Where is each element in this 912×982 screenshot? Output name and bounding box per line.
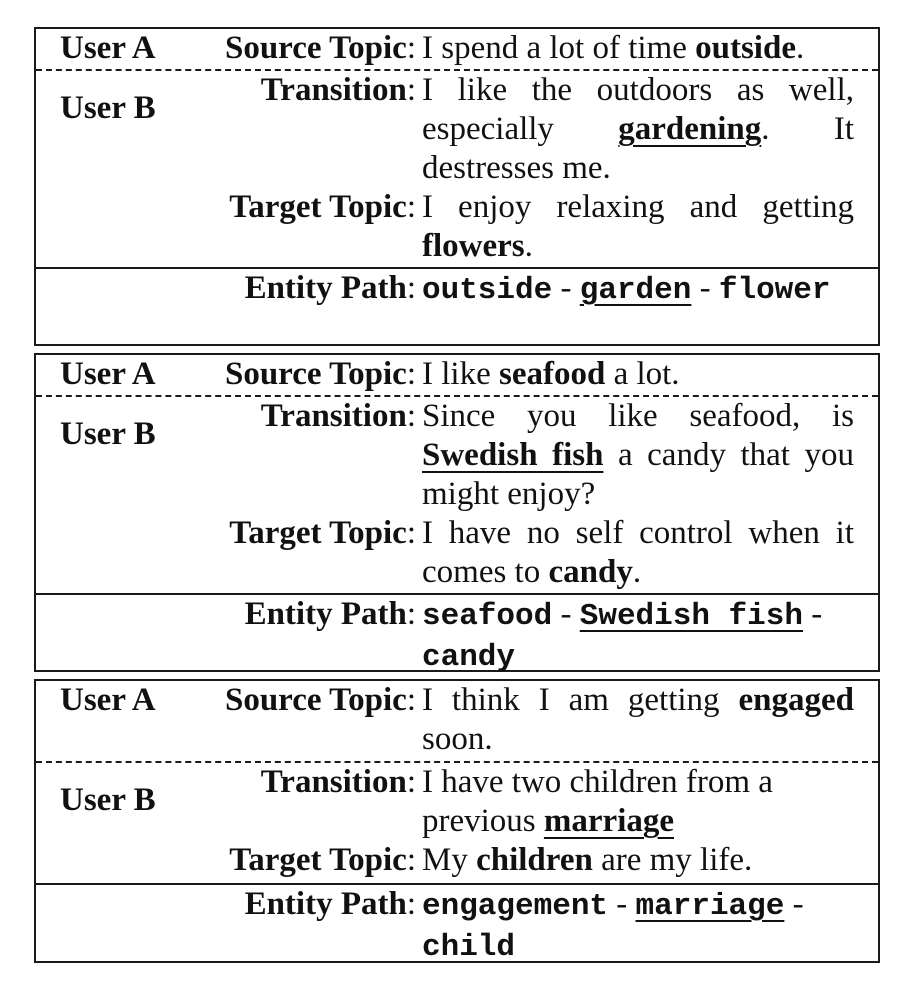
transition-keyword: gardening [618,111,762,147]
user-a-row: User A Source Topic: I like seafood a lot. [36,355,878,395]
path-entity-target: candy [422,640,516,675]
source-topic-text: I like seafood a lot. [422,356,680,392]
user-b-label: User B [60,782,156,818]
entity-path-label: Entity Path [244,886,407,922]
transition-keyword: Swedish fish [422,437,604,473]
transition-text: I like the outdoors as well, especially gardening. It destresses me. [422,72,854,186]
user-a-label: User A [60,356,156,392]
transition-label: Transition [260,72,407,108]
target-keyword: candy [548,554,633,590]
transition-label: Transition [260,764,407,800]
example-block-1 [34,27,880,346]
entity-path-label: Entity Path [244,596,407,632]
path-entity-target: flower [718,273,831,308]
target-topic-label: Target Topic [229,189,407,225]
example-block-2 [34,353,880,675]
entity-path-row: Entity Path: seafood - Swedish fish - candy [36,593,878,677]
entity-path-row: Entity Path: outside - garden - flower [36,267,878,310]
user-b-row: User B Transition: I have two children from a previous marriage Target Topic: My children are my life. [36,761,878,883]
entity-path-text: engagement - marriage - child [422,886,804,965]
target-topic-label: Target Topic [229,842,407,878]
path-entity-target: child [422,930,516,965]
target-keyword: children [476,842,593,878]
source-topic-text: I think I am getting engaged soon. [422,682,854,757]
user-b-row: User B Transition: I like the outdoors as well, especially gardening. It destresses me. Target Topic: I enjoy relaxing and getting flowers. [36,69,878,267]
entity-path-row: Entity Path: engagement - marriage - child [36,883,878,967]
path-entity-source: outside [422,273,553,308]
user-a-row: User A Source Topic: I think I am getting engaged soon. [60,682,854,757]
entity-path-text: outside - garden - flower [422,270,831,308]
transition-text: I have two children from a previous marriage [422,764,773,839]
path-entity-transition: Swedish fish [579,599,803,634]
target-keyword: flowers [422,228,525,264]
example-block-3 [34,679,880,963]
transition-keyword: marriage [543,803,675,839]
source-keyword: seafood [498,356,606,392]
source-topic-label: Source Topic [224,682,407,718]
user-b-label: User B [60,90,156,126]
target-topic-label: Target Topic [229,515,407,551]
source-keyword: outside [695,30,796,66]
source-topic-label: Source Topic [224,356,407,392]
user-a-row: User A Source Topic: I spend a lot of time outside. [36,29,878,69]
entity-path-text: seafood - Swedish fish - candy [422,596,823,675]
transition-text: Since you like seafood, is Swedish fish a candy that you might enjoy? [422,398,854,512]
source-topic-label: Source Topic [224,30,407,66]
user-b-row: User B Transition: Since you like seafood, is Swedish fish a candy that you might enjoy? Target Topic: I have no self control when it comes to candy. [36,395,878,593]
path-entity-transition: marriage [635,889,785,924]
user-a-label: User A [60,30,156,66]
user-b-label: User B [60,416,156,452]
source-topic-text: I spend a lot of time outside. [422,30,805,66]
path-entity-source: seafood [422,599,553,634]
target-topic-text: My children are my life. [422,842,753,878]
transition-label: Transition [260,398,407,434]
source-keyword: engaged [738,682,854,718]
user-a-label: User A [60,682,156,718]
entity-path-label: Entity Path [244,270,407,306]
target-topic-text: I have no self control when it comes to candy. [422,515,854,590]
path-entity-transition: garden [579,273,692,308]
target-topic-text: I enjoy relaxing and getting flowers. [422,189,854,264]
path-entity-source: engagement [422,889,609,924]
